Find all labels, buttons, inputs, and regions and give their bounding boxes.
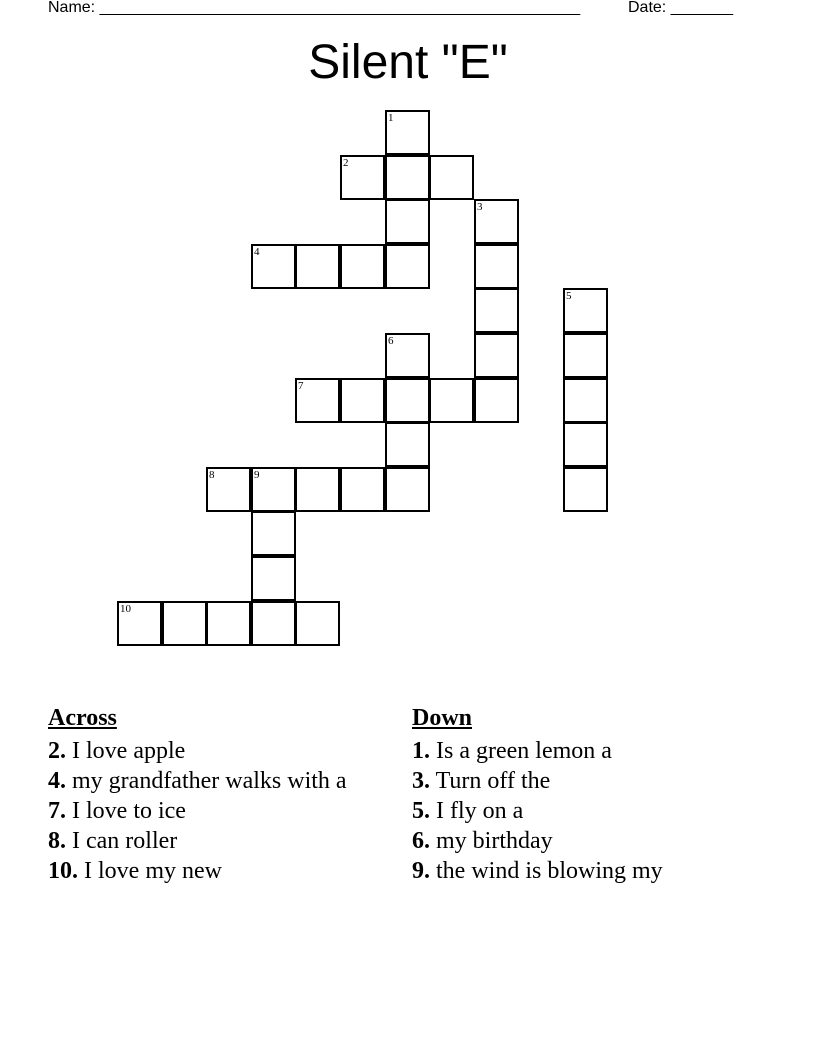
crossword-cell[interactable] <box>251 556 296 601</box>
clue-text: I love to ice <box>72 798 186 824</box>
down-clue-5 <box>412 796 772 826</box>
across-clue-10 <box>48 856 358 886</box>
across-clue-8 <box>48 826 358 856</box>
crossword-cell[interactable] <box>474 378 519 423</box>
clue-text: I love my new <box>84 858 222 884</box>
clue-number: 8. <box>48 828 66 854</box>
crossword-cell[interactable] <box>385 244 430 289</box>
across-clue-4 <box>48 766 358 796</box>
crossword-cell[interactable] <box>340 378 385 423</box>
clue-text: I can roller <box>72 828 178 854</box>
clue-text: Is a green lemon a <box>436 738 612 764</box>
crossword-cell-2[interactable] <box>340 155 385 200</box>
down-clue-3 <box>412 766 772 796</box>
clue-number-label: 1 <box>388 112 394 124</box>
clue-number-label: 5 <box>566 290 572 302</box>
date-field-label: Date: _______ <box>628 0 733 16</box>
down-clue-9 <box>412 856 772 886</box>
clue-number-label: 10 <box>120 603 131 615</box>
crossword-cell[interactable] <box>474 244 519 289</box>
across-clue-2 <box>48 736 358 766</box>
crossword-cell[interactable] <box>474 288 519 333</box>
crossword-cell-9[interactable] <box>251 467 296 512</box>
crossword-cell[interactable] <box>295 601 340 646</box>
crossword-cell[interactable] <box>563 422 608 467</box>
crossword-cell[interactable] <box>563 378 608 423</box>
down-clue-6 <box>412 826 772 856</box>
page-title: Silent "E" <box>308 36 508 89</box>
crossword-cell[interactable] <box>385 155 430 200</box>
across-heading: Across <box>48 705 117 731</box>
crossword-cell[interactable] <box>385 467 430 512</box>
crossword-cell[interactable] <box>340 244 385 289</box>
crossword-cell[interactable] <box>385 199 430 244</box>
crossword-cell[interactable] <box>295 244 340 289</box>
crossword-cell-10[interactable] <box>117 601 162 646</box>
clue-number: 7. <box>48 798 66 824</box>
crossword-cell[interactable] <box>251 601 296 646</box>
clue-number: 2. <box>48 738 66 764</box>
down-clue-1 <box>412 736 772 766</box>
crossword-cell-7[interactable] <box>295 378 340 423</box>
down-clues <box>412 703 772 886</box>
crossword-cell[interactable] <box>251 511 296 556</box>
clue-text: my grandfather walks with a <box>72 768 347 794</box>
clue-number-label: 3 <box>477 201 483 213</box>
crossword-cell-3[interactable] <box>474 199 519 244</box>
clue-number: 9. <box>412 858 430 884</box>
crossword-cell[interactable] <box>206 601 251 646</box>
clue-number-label: 8 <box>209 469 215 481</box>
clue-number-label: 9 <box>254 469 260 481</box>
clue-number: 10. <box>48 858 78 884</box>
down-heading: Down <box>412 705 473 731</box>
crossword-cell-6[interactable] <box>385 333 430 378</box>
crossword-cell[interactable] <box>385 378 430 423</box>
clue-number: 6. <box>412 828 430 854</box>
clue-text: I fly on a <box>436 798 524 824</box>
clue-number: 3. <box>412 768 430 794</box>
crossword-cell[interactable] <box>295 467 340 512</box>
across-clue-7 <box>48 796 358 826</box>
crossword-cell[interactable] <box>162 601 207 646</box>
clue-number-label: 6 <box>388 335 394 347</box>
clue-number-label: 2 <box>343 157 349 169</box>
clue-text: I love apple <box>72 738 186 764</box>
crossword-cell[interactable] <box>385 422 430 467</box>
crossword-cell-8[interactable] <box>206 467 251 512</box>
crossword-cell-5[interactable] <box>563 288 608 333</box>
crossword-cell[interactable] <box>429 155 474 200</box>
clue-number: 5. <box>412 798 430 824</box>
crossword-cell[interactable] <box>429 378 474 423</box>
clue-text: my birthday <box>436 828 553 854</box>
clue-number-label: 7 <box>298 380 304 392</box>
crossword-cell[interactable] <box>563 467 608 512</box>
clue-text: the wind is blowing my <box>436 858 663 884</box>
crossword-cell[interactable] <box>563 333 608 378</box>
clue-number: 1. <box>412 738 430 764</box>
crossword-cell[interactable] <box>474 333 519 378</box>
across-clues <box>48 703 358 886</box>
clue-number: 4. <box>48 768 66 794</box>
crossword-cell-1[interactable] <box>385 110 430 155</box>
crossword-cell-4[interactable] <box>251 244 296 289</box>
clue-number-label: 4 <box>254 246 260 258</box>
crossword-cell[interactable] <box>340 467 385 512</box>
name-field-label: Name: ______________________________________________________ <box>48 0 581 16</box>
clue-text: Turn off the <box>435 768 551 794</box>
